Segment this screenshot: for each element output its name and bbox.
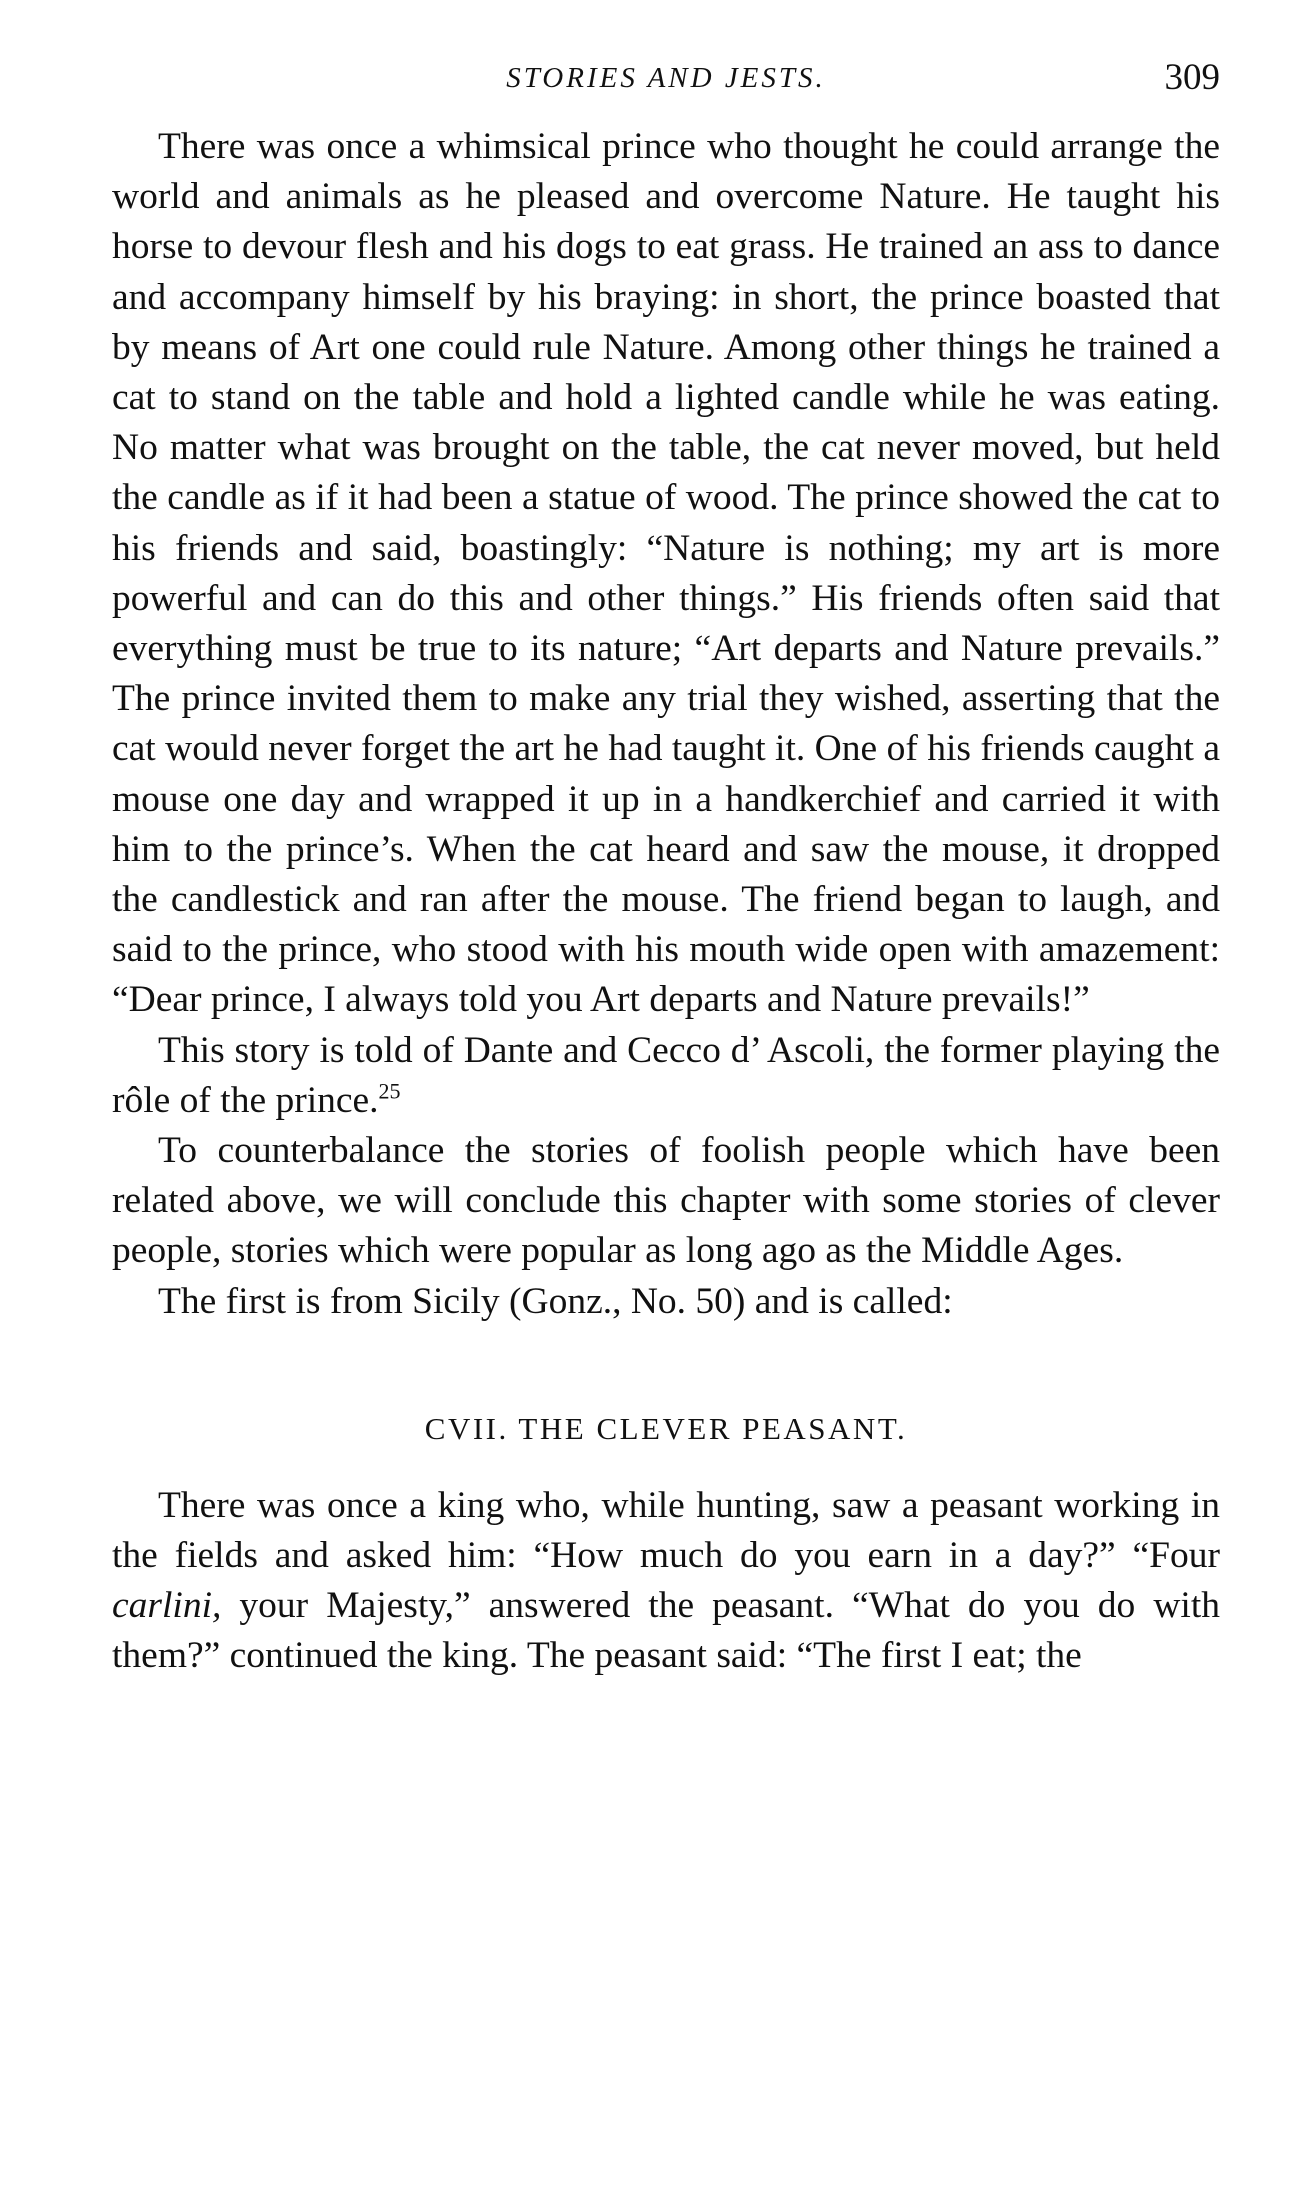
- peasant-text-start: There was once a king who, while hunting, saw a peasant working in the fields and asked him: “How much do you earn in a day?” “Four: [112, 1484, 1220, 1577]
- paragraph-dante-text: This story is told of Dante and Cecco d’ Ascoli, the former playing the rôle of the prince.: [112, 1029, 1220, 1121]
- paragraph-counterbalance: To counterbalance the stories of foolish people which have been related above, we will conclude this chapter with some stories of clever people, stories which were popular as long ago as the Middle Ages.: [112, 1130, 1220, 1272]
- running-title: STORIES AND JESTS.: [506, 62, 826, 94]
- page-header: [112, 56, 1220, 108]
- peasant-text-end: your Majesty,” answered the peasant. “What do you do with them?” continued the king. The peasant said: “The first I eat; the: [112, 1585, 1220, 1677]
- paragraph-dante-note: [112, 1026, 1220, 1126]
- section-heading: CVII. THE CLEVER PEASANT.: [424, 1410, 908, 1446]
- page-number: 309: [1164, 57, 1220, 98]
- footnote-marker: 25: [378, 1078, 401, 1104]
- paragraph-whimsical-prince: There was once a whimsical prince who thought he could arrange the world and animals as he pleased and overcome Nature. He taught his horse to devour flesh and his dogs to eat grass. He trained an ass to dance and accompany himself by his braying: in short, the prince boasted that by means of Art one could rule Nature. Among other things he trained a cat to stand on the table and hold a lighted candle while he was eating. No matter what was brought on the table, the cat never moved, but held the candle as if it had been a statue of wood. The prince showed the cat to his friends and said, boastingly: “Nature is nothing; my art is more powerful and can do this and other things.” His friends often said that everything must be true to its nature; “Art departs and Nature prevails.” The prince invited them to make any trial they wished, asserting that the cat would never forget the art he had taught it. One of his friends caught a mouse one day and wrapped it up in a handkerchief and carried it with him to the prince’s. When the cat heard and saw the mouse, it dropped the candlestick and ran after the mouse. The friend began to laugh, and said to the prince, who stood with his mouth wide open with amazement: “Dear prince, I always told you Art departs and Nature prevails!”: [112, 126, 1220, 1021]
- paragraph-clever-peasant: [112, 1481, 1220, 1682]
- peasant-text-italic: carlini,: [112, 1585, 222, 1627]
- book-page: [112, 56, 1220, 1682]
- paragraph-first-story-intro: The first is from Sicily (Gonz., No. 50) and is called:: [158, 1280, 953, 1322]
